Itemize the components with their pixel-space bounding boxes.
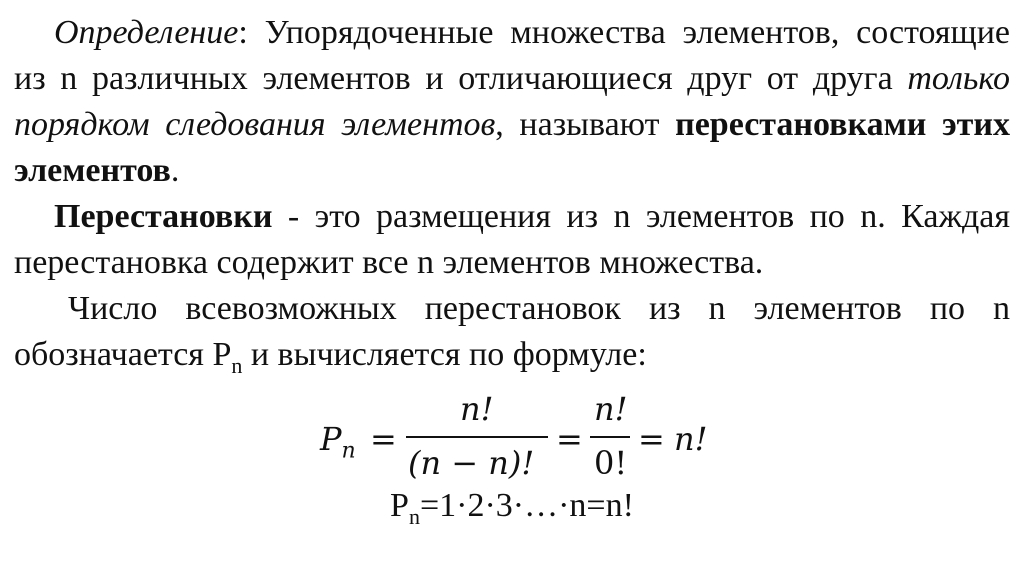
- definition-text-1: Упорядоченные множества элементов, состоящие из n различных элементов и отличающиеся друг от друга: [14, 14, 1010, 97]
- permutation-text: - это размещения из n элементов по n. Каждая перестановка содержит все n элементов множества.: [14, 198, 1010, 281]
- formula-numerator-1: n!: [460, 390, 494, 428]
- definition-colon: :: [238, 14, 248, 51]
- definition-text-2: , называют: [495, 106, 676, 143]
- formula-numerator-2: n!: [594, 390, 628, 428]
- formula-equals-2: =: [556, 420, 583, 458]
- fraction-bar-2: [590, 436, 630, 438]
- product-formula: [0, 484, 1024, 528]
- definition-end: .: [170, 152, 180, 189]
- formula-result: n!: [674, 420, 708, 458]
- product-formula-rest: =1·2·3·…·n=n!: [419, 487, 634, 524]
- permutation-formula: [320, 390, 740, 489]
- formula-lhs-sub: n: [341, 438, 356, 464]
- count-paragraph: [14, 286, 1010, 378]
- definition-term: Определение: [54, 14, 239, 51]
- formula-denominator-1: (n − n)!: [408, 444, 535, 482]
- product-formula-sub: n: [408, 503, 420, 529]
- formula-denominator-2: 0!: [594, 444, 628, 482]
- count-subscript: n: [231, 352, 243, 378]
- count-text-1: Число всевозможных перестановок из n элементов по n обозначается P: [14, 290, 1010, 373]
- definition-italic-phrase: только порядком следования элементов: [14, 60, 1010, 143]
- product-formula-p: P: [390, 487, 409, 524]
- slide-content: [14, 10, 1010, 378]
- definition-bold-phrase: перестановками этих элементов: [14, 106, 1010, 189]
- count-text-2: и вычисляется по формуле:: [242, 336, 647, 373]
- permutation-term: Перестановки: [54, 198, 273, 235]
- formula-lhs: [320, 420, 356, 464]
- formula-lhs-main: P: [320, 420, 342, 458]
- fraction-bar-1: [406, 436, 548, 438]
- formula-equals-3: =: [638, 420, 665, 458]
- permutation-paragraph: [14, 194, 1010, 286]
- formula-equals-1: =: [370, 420, 397, 458]
- definition-paragraph: [14, 10, 1010, 194]
